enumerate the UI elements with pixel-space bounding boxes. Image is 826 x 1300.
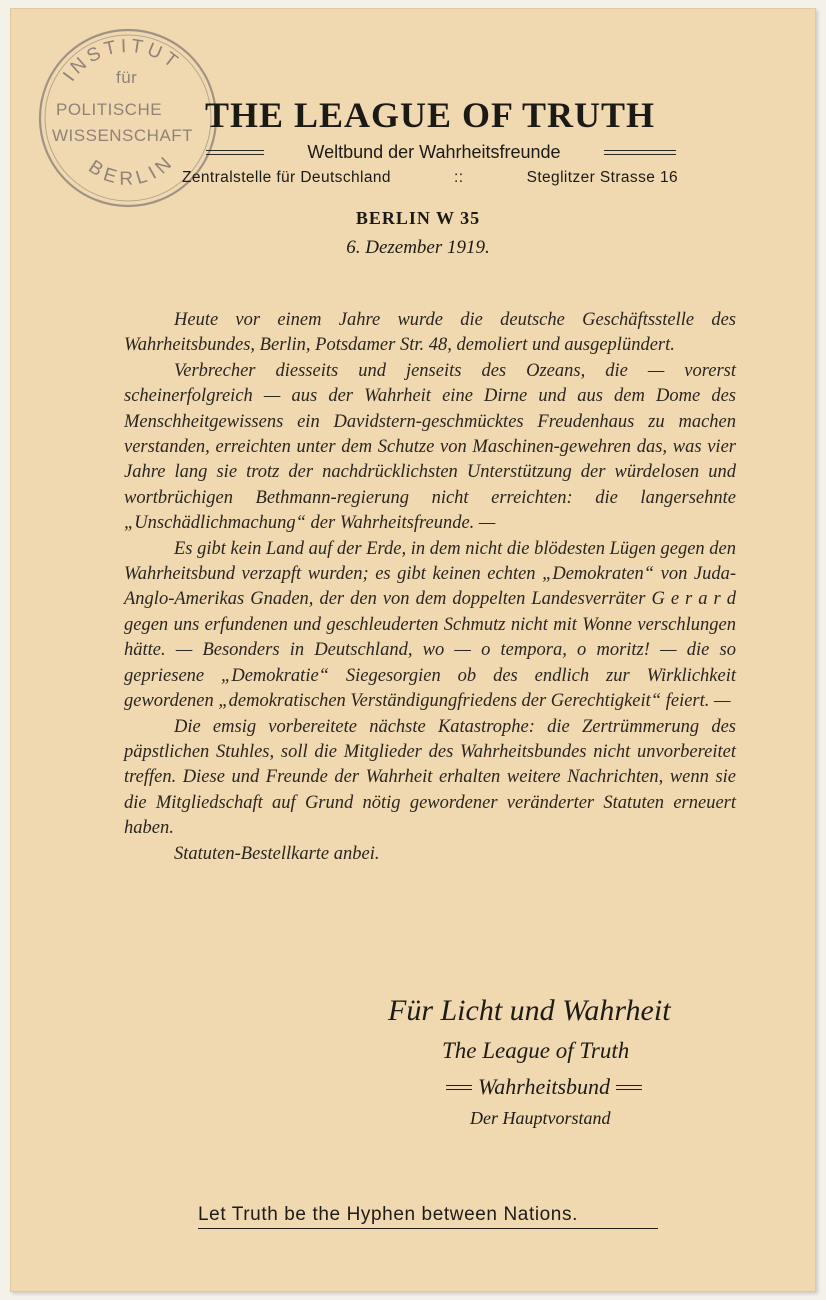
letter-date: 6. Dezember 1919.	[346, 237, 490, 258]
body-paragraph: Statuten-Bestellkarte anbei.	[174, 843, 380, 864]
office-label: Zentralstelle für Deutschland	[182, 169, 391, 186]
closing-bund-label: Wahrheitsbund	[478, 1074, 611, 1099]
stamp-politische: POLITISCHE	[56, 100, 163, 119]
address-row	[182, 169, 678, 187]
document-sheet	[10, 8, 816, 1292]
body-paragraph: Die emsig vorbereitete nächste Katastrophe: die Zertrümmerung des päpstlichen Stuhles, soll die Mitglieder des Wahrheitsbundes nicht unvorbereitet treffen. Diese und Freunde der Wahrheit erhalten weitere Nachrichten, wenn sie die Mitgliedschaft auf Grund nötig gewordener veränderter Statuten erneuert haben.	[124, 716, 736, 839]
street-address: Steglitzer Strasse 16	[526, 169, 678, 186]
closing-signatory: Der Hauptvorstand	[470, 1108, 611, 1128]
motto-line: Let Truth be the Hyphen between Nations.	[198, 1204, 658, 1229]
subtitle-row	[206, 140, 676, 164]
stamp-top-text: INSTITUT	[59, 35, 185, 86]
closing-league-name: The League of Truth	[442, 1038, 630, 1063]
address-separator: ::	[454, 169, 464, 186]
double-rule-small	[446, 1085, 472, 1090]
stamp-fuer: für	[116, 68, 138, 87]
double-rule-small	[616, 1085, 642, 1090]
svg-text:BERLIN	[85, 150, 180, 190]
closing-bund-name	[440, 1074, 680, 1100]
body-paragraph: Verbrecher diesseits und jenseits des Ozeans, die — vorerst scheinerfolgreich — aus der Wahrheit eine Dirne und aus dem Dome des Menschheitgewissens ein Davidstern-geschmücktes Freudenhaus zu machen verstanden, erreichten unter dem Schutze von Maschinen-gewehren das, was vier Jahre lang sie trotz der nachdrücklichsten Unterstützung der würdelosen und wortbrüchigen Bethmann-regierung nicht erreichten: die langersehnte „Unschädlichmachung“ der Wahrheitsfreunde. —	[124, 360, 736, 534]
closing-salutation: Für Licht und Wahrheit	[388, 994, 671, 1027]
double-rule-right	[604, 150, 676, 155]
city-line: BERLIN W 35	[355, 208, 481, 228]
stamp-wissenschaft: WISSENSCHAFT	[52, 126, 194, 145]
letter-body	[124, 308, 736, 867]
stamp-bottom-text: BERLIN	[84, 150, 180, 190]
body-paragraph: Es gibt kein Land auf der Erde, in dem nicht die blödesten Lügen gegen den Wahrheitsbund verzapft wurden; es gibt keinen echten „Demokraten“ von Juda-Anglo-Amerikas Gnaden, der den von dem doppelten Landesverräter G e r a r d gegen uns erfundenen und geschleuderten Schmutz nicht mit Wonne verschlungen hätte. — Besonders in Deutschland, wo — o tempora, o moritz! — die so gepriesene „Demokratie“ Siegesorgien ob des endlich zur Wirklichkeit gewordenen „demokratischen Verständigungfriedens der Gerechtigkeit“ feiert. —	[124, 538, 736, 712]
double-rule-left	[206, 150, 264, 155]
body-paragraph: Heute vor einem Jahre wurde die deutsche Geschäftsstelle des Wahrheitsbundes, Berlin, Potsdamer Str. 48, demoliert und ausgeplündert.	[124, 310, 736, 356]
letterhead-title: THE LEAGUE OF TRUTH	[204, 95, 656, 135]
letterhead-subtitle: Weltbund der Wahrheitsfreunde	[307, 141, 561, 162]
